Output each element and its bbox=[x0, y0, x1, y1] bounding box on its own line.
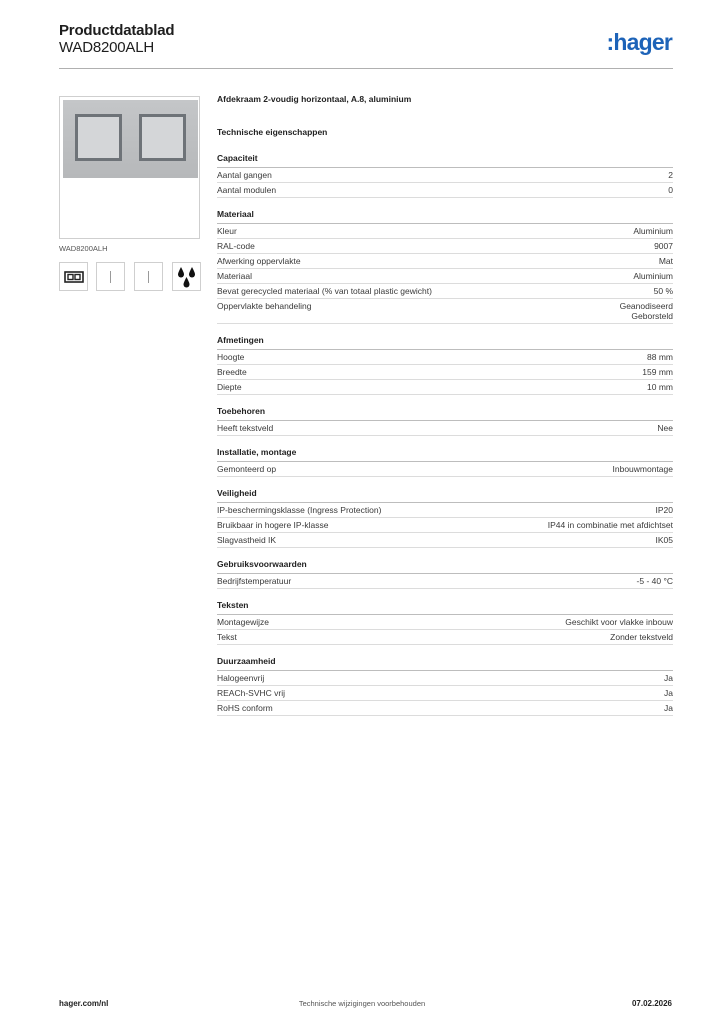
property-label: Montagewijze bbox=[217, 617, 269, 627]
property-label: Bruikbaar in hogere IP-klasse bbox=[217, 520, 329, 530]
footer-website: hager.com/nl bbox=[59, 999, 109, 1008]
water-drops-icon bbox=[172, 262, 201, 291]
frame-opening-left bbox=[75, 114, 122, 161]
property-row bbox=[217, 269, 673, 284]
property-row bbox=[217, 615, 673, 630]
page-title: Productdatablad bbox=[59, 22, 175, 39]
property-row bbox=[217, 168, 673, 183]
property-group bbox=[217, 656, 673, 716]
property-value: Ja bbox=[664, 703, 673, 713]
property-label: Gemonteerd op bbox=[217, 464, 277, 474]
property-row bbox=[217, 239, 673, 254]
property-row bbox=[217, 686, 673, 701]
property-row bbox=[217, 380, 673, 395]
property-label: Bedrijfstemperatuur bbox=[217, 576, 292, 586]
property-value: 50 % bbox=[653, 286, 673, 296]
property-label: Halogeenvrij bbox=[217, 673, 265, 683]
property-row bbox=[217, 299, 673, 324]
group-title: Capaciteit bbox=[217, 153, 673, 168]
property-label: Hoogte bbox=[217, 352, 245, 362]
property-group bbox=[217, 335, 673, 395]
property-label: IP-beschermingsklasse (Ingress Protection) bbox=[217, 505, 382, 515]
group-title: Installatie, montage bbox=[217, 447, 673, 462]
group-title: Afmetingen bbox=[217, 335, 673, 350]
property-row bbox=[217, 630, 673, 645]
property-row bbox=[217, 350, 673, 365]
property-row bbox=[217, 503, 673, 518]
property-row bbox=[217, 421, 673, 436]
property-row bbox=[217, 671, 673, 686]
hager-logo: :hager bbox=[606, 29, 672, 55]
property-label: REACh-SVHC vrij bbox=[217, 688, 286, 698]
double-frame-icon bbox=[59, 262, 88, 291]
property-value: Zonder tekstveld bbox=[610, 632, 673, 642]
property-value: 9007 bbox=[654, 241, 673, 251]
property-label: Breedte bbox=[217, 367, 247, 377]
product-image-caption: WAD8200ALH bbox=[59, 244, 108, 253]
product-description: Afdekraam 2-voudig horizontaal, A.8, aluminium bbox=[217, 94, 412, 104]
footer-disclaimer: Technische wijzigingen voorbehouden bbox=[298, 999, 426, 1008]
property-value: Aluminium bbox=[633, 271, 673, 281]
property-row bbox=[217, 224, 673, 239]
property-value: 10 mm bbox=[647, 382, 673, 392]
property-label: Slagvastheid IK bbox=[217, 535, 277, 545]
property-group bbox=[217, 153, 673, 198]
property-row bbox=[217, 701, 673, 716]
section-heading: Technische eigenschappen bbox=[217, 127, 328, 137]
property-value: 2 bbox=[668, 170, 673, 180]
property-value: Mat bbox=[658, 256, 673, 266]
property-value: 0 bbox=[668, 185, 673, 195]
group-title: Gebruiksvoorwaarden bbox=[217, 559, 673, 574]
product-code: WAD8200ALH bbox=[59, 39, 154, 56]
header-divider bbox=[59, 68, 673, 69]
property-value: -5 - 40 °C bbox=[636, 576, 673, 586]
product-image bbox=[63, 100, 198, 178]
property-label: Heeft tekstveld bbox=[217, 423, 274, 433]
property-label: Aantal modulen bbox=[217, 185, 277, 195]
vertical-line-icon bbox=[134, 262, 163, 291]
property-value: Geanodiseerd Geborsteld bbox=[619, 301, 673, 321]
property-value: Aluminium bbox=[633, 226, 673, 236]
product-image-box bbox=[59, 96, 200, 239]
property-row bbox=[217, 254, 673, 269]
frame-opening-right bbox=[139, 114, 186, 161]
property-value: IK05 bbox=[655, 535, 673, 545]
property-label: Tekst bbox=[217, 632, 237, 642]
technical-content bbox=[217, 94, 673, 727]
footer-date: 07.02.2026 bbox=[631, 999, 672, 1008]
property-label: Diepte bbox=[217, 382, 242, 392]
property-label: Bevat gerecycled materiaal (% van totaal plastic gewicht) bbox=[217, 286, 432, 296]
property-value: IP44 in combinatie met afdichtset bbox=[547, 520, 673, 530]
property-group bbox=[217, 406, 673, 436]
group-title: Veiligheid bbox=[217, 488, 673, 503]
property-row bbox=[217, 574, 673, 589]
property-value: 159 mm bbox=[642, 367, 673, 377]
property-label: RAL-code bbox=[217, 241, 255, 251]
property-row bbox=[217, 518, 673, 533]
property-row bbox=[217, 365, 673, 380]
property-value: Geschikt voor vlakke inbouw bbox=[565, 617, 673, 627]
property-row bbox=[217, 284, 673, 299]
group-title: Toebehoren bbox=[217, 406, 673, 421]
property-group bbox=[217, 488, 673, 548]
property-label: RoHS conform bbox=[217, 703, 273, 713]
property-label: Materiaal bbox=[217, 271, 252, 281]
property-label: Oppervlakte behandeling bbox=[217, 301, 312, 311]
property-group bbox=[217, 600, 673, 645]
property-row bbox=[217, 462, 673, 477]
property-label: Aantal gangen bbox=[217, 170, 272, 180]
group-title: Teksten bbox=[217, 600, 673, 615]
vertical-line-icon bbox=[96, 262, 125, 291]
property-value: Nee bbox=[657, 423, 673, 433]
property-group bbox=[217, 559, 673, 589]
property-row bbox=[217, 183, 673, 198]
property-group bbox=[217, 209, 673, 324]
property-label: Kleur bbox=[217, 226, 237, 236]
property-value: Ja bbox=[664, 688, 673, 698]
property-value: Inbouwmontage bbox=[612, 464, 673, 474]
property-value: IP20 bbox=[655, 505, 673, 515]
property-label: Afwerking oppervlakte bbox=[217, 256, 301, 266]
group-title: Duurzaamheid bbox=[217, 656, 673, 671]
property-row bbox=[217, 533, 673, 548]
group-title: Materiaal bbox=[217, 209, 673, 224]
property-group bbox=[217, 447, 673, 477]
property-groups bbox=[217, 153, 673, 716]
property-value: 88 mm bbox=[647, 352, 673, 362]
property-value: Ja bbox=[664, 673, 673, 683]
